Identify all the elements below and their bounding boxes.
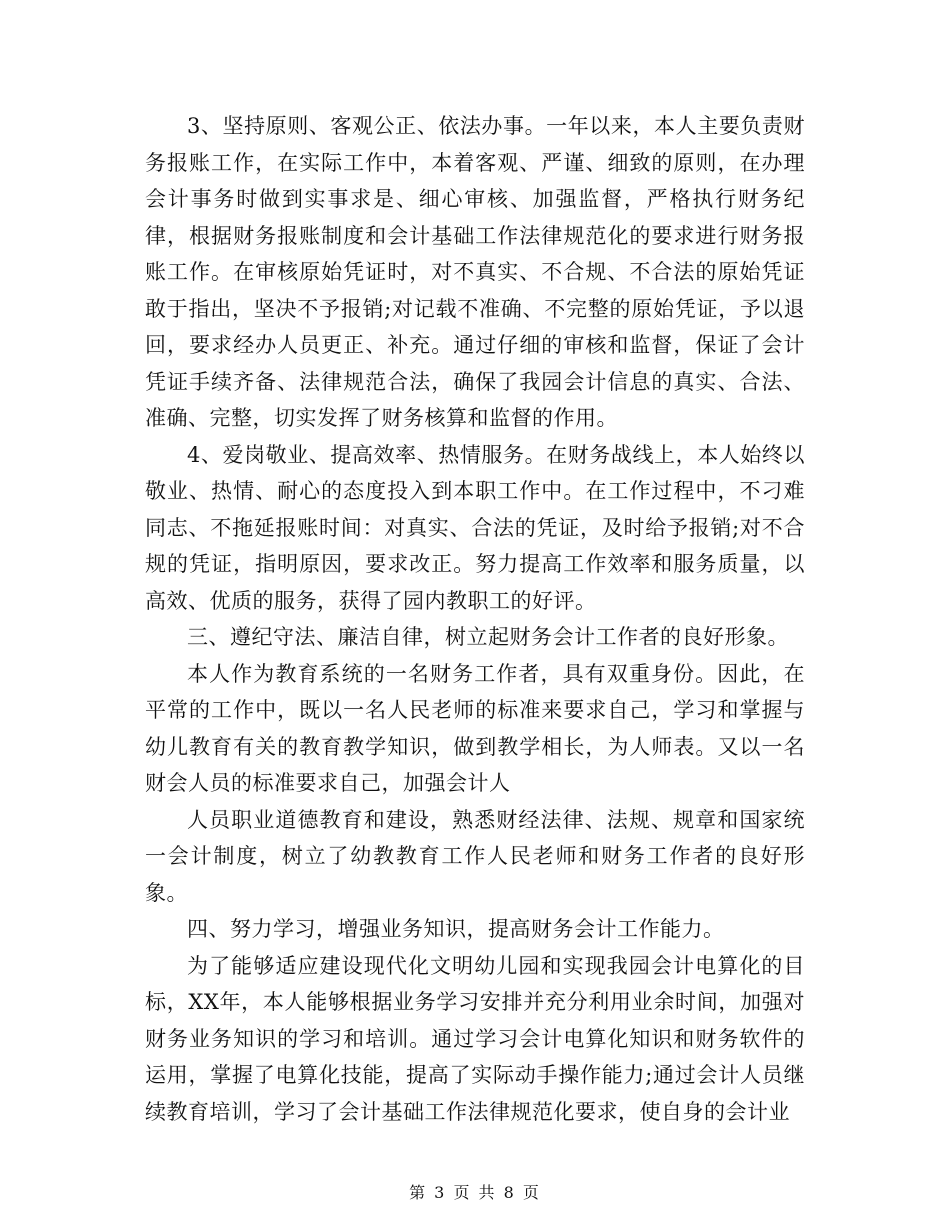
page-number-label: 第 3 页 共 8 页	[409, 1183, 541, 1202]
page-footer	[0, 1180, 950, 1203]
paragraph-1: 3、坚持原则、客观公正、依法办事。一年以来，本人主要负责财务报账工作，在实际工作中，本着客观、严谨、细致的原则，在办理会计事务时做到实事求是、细心审核、加强监督，严格执行财务纪律，根据财务报账制度和会计基础工作法律规范化的要求进行财务报账工作。在审核原始凭证时，对不真实、不合规、不合法的原始凭证敢于指出，坚决不予报销;对记载不准确、不完整的原始凭证，予以退回，要求经办人员更正、补充。通过仔细的审核和监督，保证了会计凭证手续齐备、法律规范合法，确保了我园会计信息的真实、合法、准确、完整，切实发挥了财务核算和监督的作用。	[145, 114, 805, 430]
paragraph-6: 四、努力学习，增强业务知识，提高财务会计工作能力。	[187, 917, 725, 941]
paragraph-2: 4、爱岗敬业、提高效率、热情服务。在财务战线上，本人始终以敬业、热情、耐心的态度投入到本职工作中。在工作过程中，不刁难同志、不拖延报账时间：对真实、合法的凭证，及时给予报销;对不合规的凭证，指明原因，要求改正。努力提高工作效率和服务质量，以高效、优质的服务，获得了园内教职工的好评。	[145, 442, 805, 613]
paragraph-3: 三、遵纪守法、廉洁自律，树立起财务会计工作者的良好形象。	[187, 625, 789, 649]
document-body	[145, 108, 805, 1130]
paragraph-7: 为了能够适应建设现代化文明幼儿园和实现我园会计电算化的目标，XX年，本人能够根据业务学习安排并充分利用业余时间，加强对财务业务知识的学习和培训。通过学习会计电算化知识和财务软件的运用，掌握了电算化技能，提高了实际动手操作能力;通过会计人员继续教育培训，学习了会计基础工作法律规范化要求，使自身的会计业	[145, 953, 805, 1124]
paragraph-5: 人员职业道德教育和建设，熟悉财经法律、法规、规章和国家统一会计制度，树立了幼教教育工作人民老师和财务工作者的良好形象。	[145, 807, 805, 905]
paragraph-4: 本人作为教育系统的一名财务工作者，具有双重身份。因此，在平常的工作中，既以一名人民老师的标准来要求自己，学习和掌握与幼儿教育有关的教育教学知识，做到教学相长，为人师表。又以一名财会人员的标准要求自己，加强会计人	[145, 661, 805, 795]
